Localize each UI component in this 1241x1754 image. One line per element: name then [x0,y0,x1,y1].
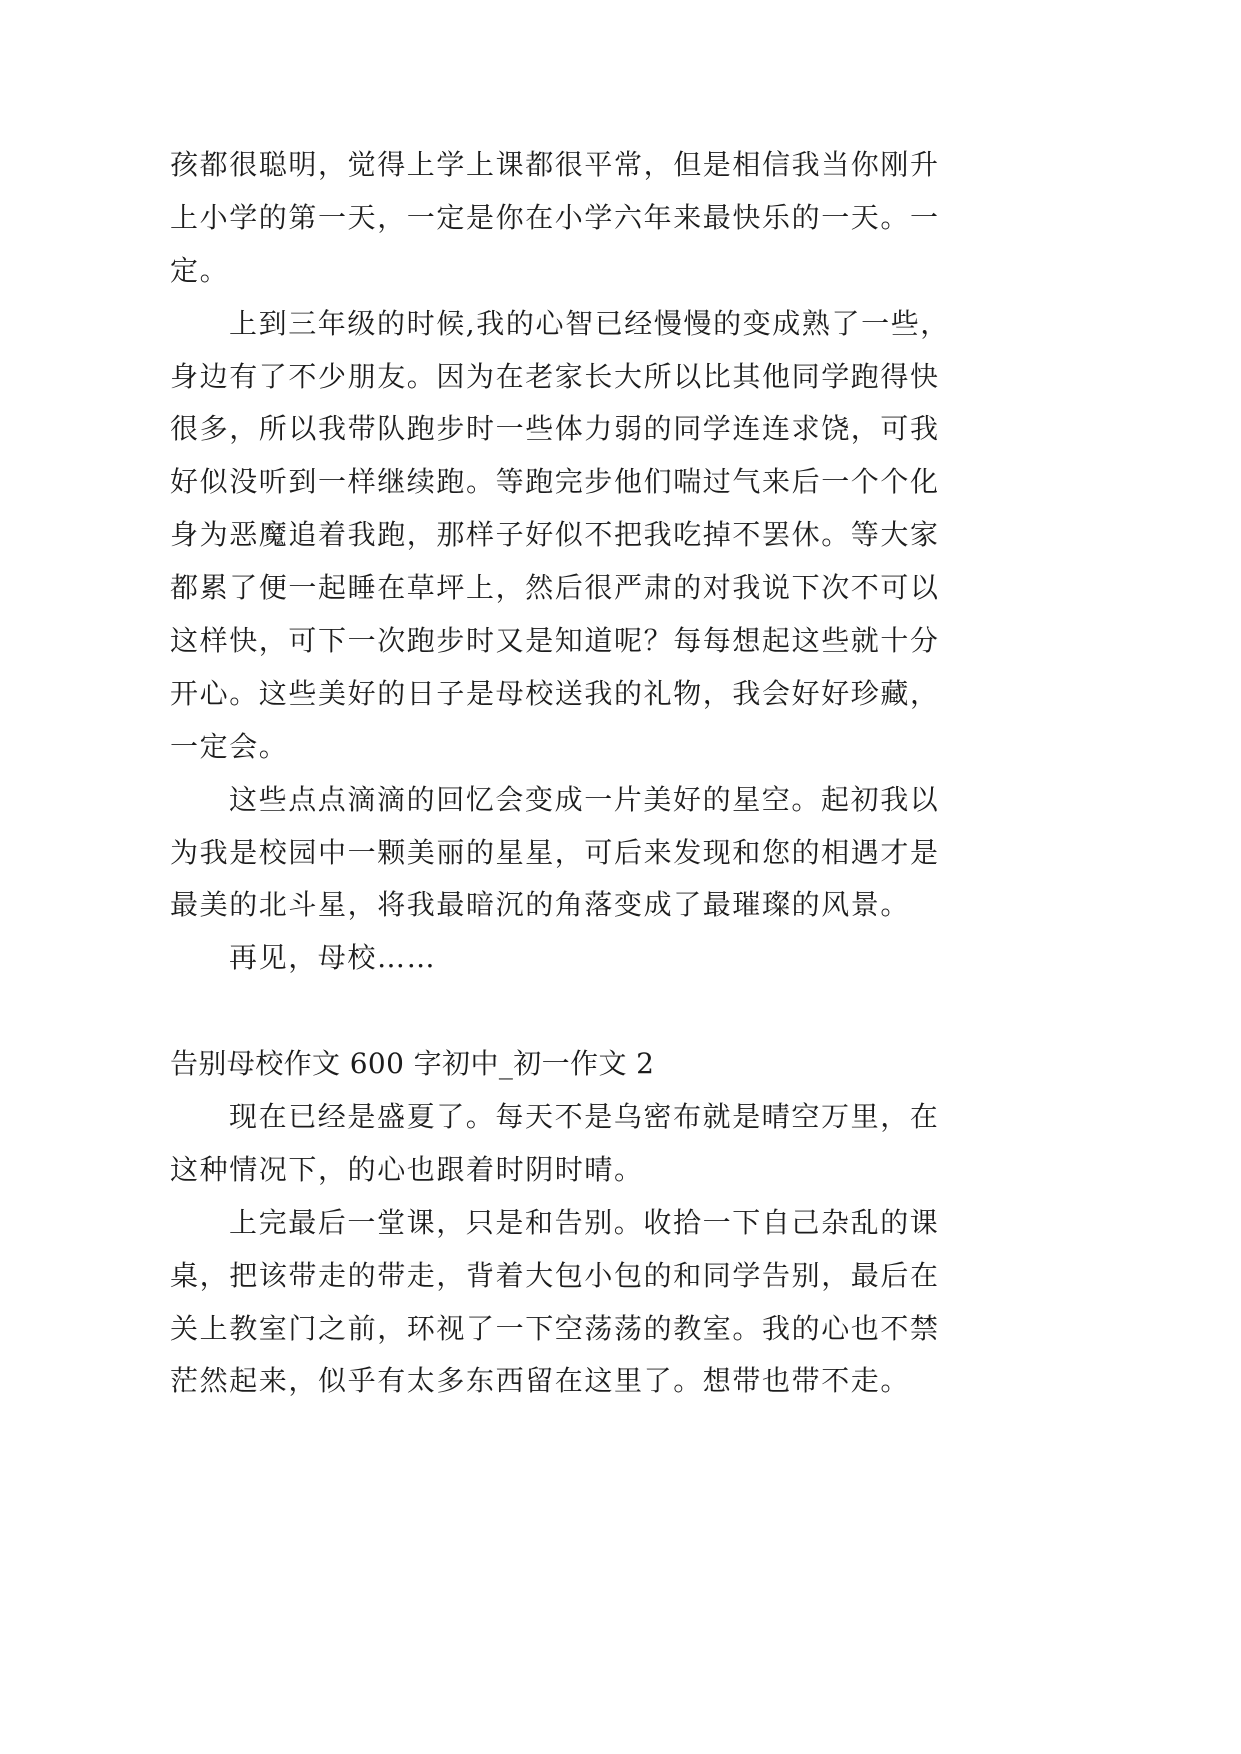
text-line: 桌，把该带走的带走，背着大包小包的和同学告别，最后在 [170,1258,940,1292]
text-line: 上完最后一堂课，只是和告别。收拾一下自己杂乱的课 [229,1205,940,1239]
text-line: 现在已经是盛夏了。每天不是乌密布就是晴空万里，在 [229,1100,940,1134]
text-line: 开心。这些美好的日子是母校送我的礼物，我会好好珍藏， [170,676,940,710]
text-line: 孩都很聪明，觉得上学上课都很平常，但是相信我当你刚升 [170,148,940,181]
text-line: 这些点点滴滴的回忆会变成一片美好的星空。起初我以 [229,782,940,816]
paragraph [170,932,1241,985]
text-line: 这种情况下，的心也跟着时阴时晴。 [170,1152,644,1186]
paragraph [170,139,1241,298]
text-line: 关上教室门之前，环视了一下空荡荡的教室。我的心也不禁 [170,1311,940,1345]
text-line: 很多，所以我带队跑步时一些体力弱的同学连连求饶，可我 [170,412,940,446]
text-line: 再见，母校…… [229,941,437,975]
paragraph [170,298,1241,774]
text-line: 身边有了不少朋友。因为在老家长大所以比其他同学跑得快 [170,359,940,393]
text-line: 一定会。 [170,729,289,763]
text-line: 上到三年级的时候,我的心智已经慢慢的变成熟了一些， [229,306,950,340]
text-line: 茫然起来，似乎有太多东西留在这里了。想带也带不走。 [170,1364,911,1398]
paragraph [170,1197,1241,1409]
paragraph [170,1091,1241,1197]
text-line: 为我是校园中一颗美丽的星星，可后来发现和您的相遇才是 [170,835,940,869]
text-line: 这样快，可下一次跑步时又是知道呢？每每想起这些就十分 [170,624,940,658]
section-gap [170,985,1241,1038]
paragraph [170,774,1241,933]
text-line: 好似没听到一样继续跑。等跑完步他们喘过气来后一个个化 [170,465,940,499]
text-line: 上小学的第一天，一定是你在小学六年来最快乐的一天。一 [170,200,940,234]
section-title: 告别母校作文 600 字初中_初一作文 2 [170,1047,655,1081]
text-line: 最美的北斗星，将我最暗沉的角落变成了最璀璨的风景。 [170,888,911,922]
text-line: 都累了便一起睡在草坪上，然后很严肃的对我说下次不可以 [170,571,940,605]
text-line: 身为恶魔追着我跑，那样子好似不把我吃掉不罢休。等大家 [170,518,940,552]
text-line: 定。 [170,253,230,287]
